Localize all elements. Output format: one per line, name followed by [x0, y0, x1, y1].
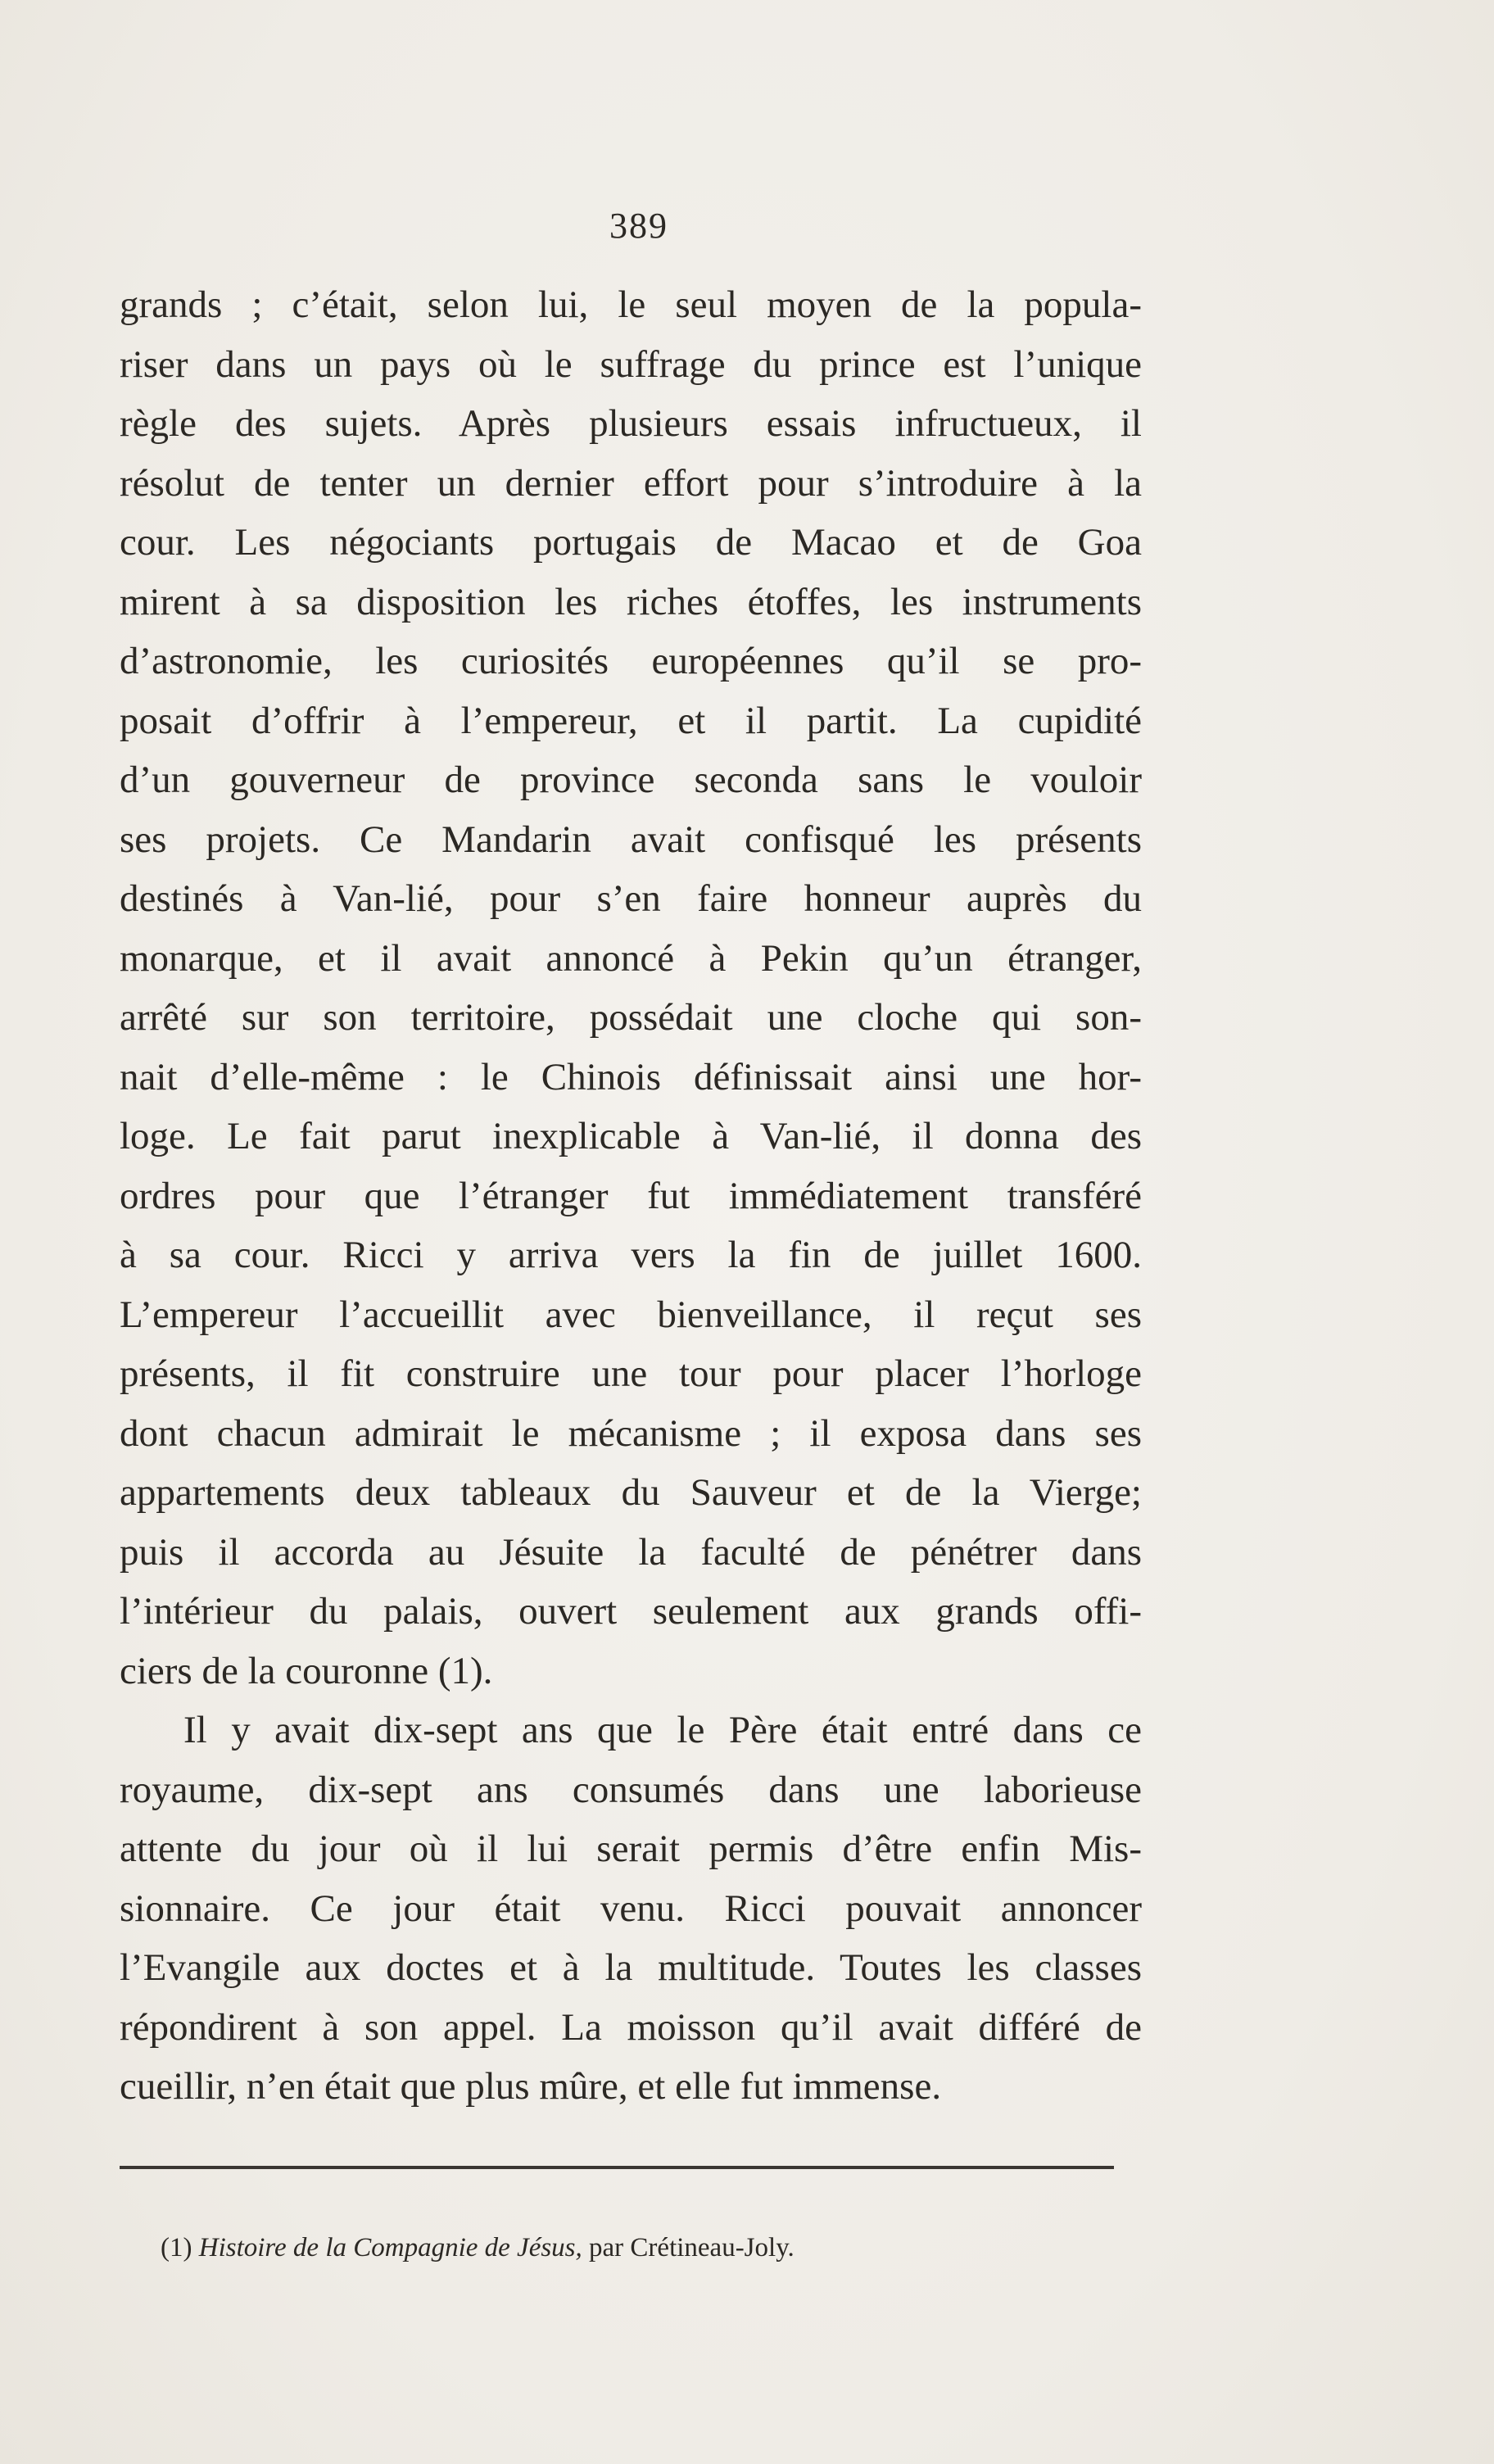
- footnote-divider: [120, 2166, 1114, 2169]
- text-line: loge. Le fait parut inexplicable à Van-lié, il donna des: [120, 1115, 1142, 1157]
- text-line: dont chacun admirait le mécanisme ; il exposa dans ses: [120, 1411, 1142, 1455]
- text-line: règle des sujets. Après plusieurs essais infructueux, il: [120, 402, 1142, 445]
- text-line: destinés à Van-lié, pour s’en faire honneur auprès du: [120, 877, 1142, 920]
- text-line: d’astronomie, les curiosités européennes qu’il se pro-: [120, 640, 1142, 682]
- text-line: l’intérieur du palais, ouvert seulement aux grands offi-: [120, 1590, 1142, 1633]
- text-line: Il y avait dix-sept ans que le Père était entré dans ce: [183, 1709, 1142, 1751]
- text-line: mirent à sa disposition les riches étoffes, les instruments: [120, 580, 1142, 623]
- text-line: présents, il fit construire une tour pour placer l’horloge: [120, 1352, 1142, 1395]
- text-line: arrêté sur son territoire, possédait une cloche qui son-: [120, 996, 1142, 1039]
- text-line: d’un gouverneur de province seconda sans le vouloir: [120, 759, 1142, 801]
- text-line: l’Evangile aux doctes et à la multitude. Toutes les classes: [120, 1946, 1142, 1989]
- text-line: puis il accorda au Jésuite la faculté de pénétrer dans: [120, 1530, 1142, 1574]
- text-line: ses projets. Ce Mandarin avait confisqué les présents: [120, 818, 1142, 861]
- text-line: riser dans un pays où le suffrage du prince est l’unique: [120, 342, 1142, 386]
- footnote-title: Histoire de la Compagnie de Jésus,: [198, 2233, 582, 2262]
- text-line: posait d’offrir à l’empereur, et il partit. La cupidité: [120, 699, 1142, 742]
- text-line: nait d’elle-même : le Chinois définissait ainsi une hor-: [120, 1055, 1142, 1098]
- text-line: grands ; c’était, selon lui, le seul moyen de la popula-: [120, 283, 1142, 326]
- text-line: cour. Les négociants portugais de Macao et de Goa: [120, 521, 1142, 564]
- text-line: attente du jour où il lui serait permis d’être enfin Mis-: [120, 1828, 1142, 1870]
- text-line: cueillir, n’en était que plus mûre, et elle fut immense.: [120, 2065, 942, 2108]
- footnote-author: par Crétineau-Joly.: [589, 2233, 795, 2262]
- body-text: [120, 275, 1142, 2117]
- text-line: sionnaire. Ce jour était venu. Ricci pouvait annoncer: [120, 1886, 1142, 1930]
- text-line: ciers de la couronne (1).: [120, 1649, 493, 1692]
- text-line: résolut de tenter un dernier effort pour s’introduire à la: [120, 461, 1142, 505]
- text-line: L’empereur l’accueillit avec bienveillance, il reçut ses: [120, 1293, 1142, 1336]
- text-line: répondirent à son appel. La moisson qu’il avait différé de: [120, 2005, 1142, 2049]
- text-line: à sa cour. Ricci y arriva vers la fin de juillet 1600.: [120, 1234, 1142, 1276]
- text-line: monarque, et il avait annoncé à Pekin qu’un étranger,: [120, 936, 1142, 980]
- footnote-marker: (1): [161, 2233, 192, 2262]
- page-number: 389: [609, 206, 668, 246]
- text-line: royaume, dix-sept ans consumés dans une laborieuse: [120, 1768, 1142, 1811]
- text-line: ordres pour que l’étranger fut immédiatement transféré: [120, 1174, 1142, 1217]
- footnote: [161, 2233, 795, 2263]
- text-line: appartements deux tableaux du Sauveur et de la Vierge;: [120, 1471, 1142, 1514]
